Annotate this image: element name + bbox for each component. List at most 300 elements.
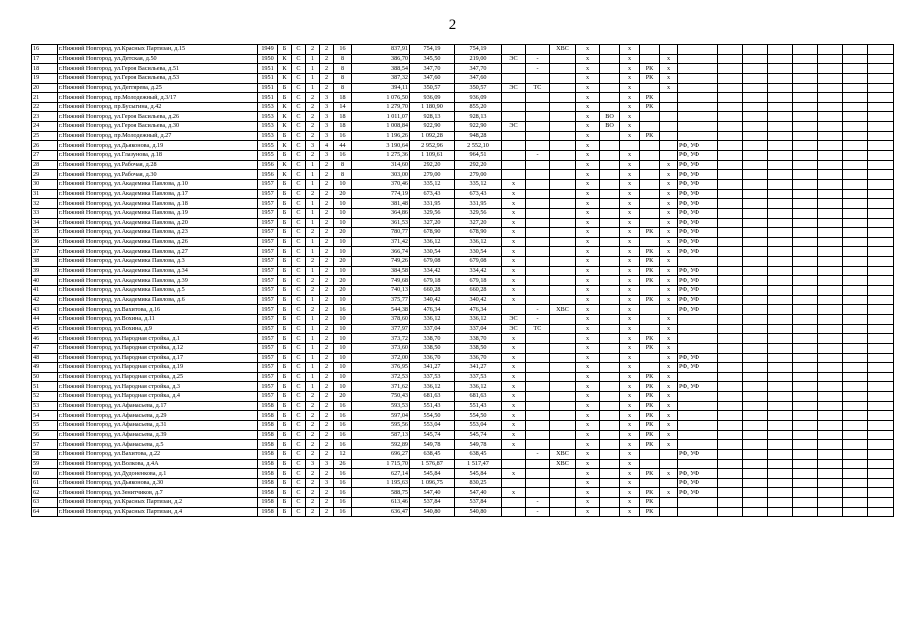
table-cell: 545,74 bbox=[410, 430, 455, 440]
table-cell: - bbox=[526, 151, 550, 161]
table-cell: К bbox=[278, 122, 292, 132]
empty-cell bbox=[793, 93, 818, 103]
table-cell bbox=[526, 102, 550, 112]
table-row bbox=[32, 266, 894, 276]
empty-cell bbox=[768, 45, 793, 55]
table-cell: 20 bbox=[334, 276, 352, 286]
empty-cell bbox=[818, 218, 843, 228]
table-cell: 537,84 bbox=[455, 498, 502, 508]
empty-cell bbox=[743, 151, 768, 161]
empty-cell bbox=[868, 102, 894, 112]
table-cell: 1951 bbox=[258, 64, 278, 74]
table-cell: 660,28 bbox=[410, 286, 455, 296]
table-cell bbox=[660, 112, 678, 122]
table-row bbox=[32, 286, 894, 296]
table-cell: Б bbox=[278, 151, 292, 161]
table-cell bbox=[526, 170, 550, 180]
table-cell: x bbox=[620, 488, 640, 498]
table-cell: г.Нижний Новгород, ул.Зенитчиков, д.7 bbox=[58, 488, 258, 498]
table-cell bbox=[550, 170, 576, 180]
table-cell: 1953 bbox=[258, 112, 278, 122]
table-cell: 855,20 bbox=[455, 102, 502, 112]
empty-cell bbox=[818, 343, 843, 353]
empty-cell bbox=[718, 286, 743, 296]
table-cell bbox=[550, 324, 576, 334]
table-cell: 1957 bbox=[258, 228, 278, 238]
table-cell: x bbox=[576, 469, 600, 479]
table-cell: 10 bbox=[334, 247, 352, 257]
empty-cell bbox=[793, 73, 818, 83]
table-row bbox=[32, 276, 894, 286]
table-cell: - bbox=[526, 314, 550, 324]
table-cell: 1958 bbox=[258, 469, 278, 479]
empty-cell bbox=[718, 54, 743, 64]
empty-cell bbox=[793, 392, 818, 402]
empty-cell bbox=[743, 295, 768, 305]
empty-cell bbox=[818, 151, 843, 161]
table-cell: 56 bbox=[32, 430, 58, 440]
table-cell bbox=[526, 286, 550, 296]
table-cell: РФ, УФ bbox=[678, 160, 718, 170]
table-row bbox=[32, 353, 894, 363]
table-cell: 338,70 bbox=[410, 334, 455, 344]
table-cell: x bbox=[576, 420, 600, 430]
table-cell: 1951 bbox=[258, 93, 278, 103]
table-cell: 681,63 bbox=[410, 392, 455, 402]
table-cell: 2 bbox=[320, 286, 334, 296]
table-cell: 2 bbox=[306, 478, 320, 488]
empty-cell bbox=[843, 469, 868, 479]
table-cell: 2 bbox=[306, 257, 320, 267]
table-cell: x bbox=[576, 382, 600, 392]
table-cell: x bbox=[620, 170, 640, 180]
table-cell: г.Нижний Новгород, ул.Героя Васильева, д.30 bbox=[58, 122, 258, 132]
table-cell bbox=[660, 102, 678, 112]
table-cell: 2 bbox=[306, 45, 320, 55]
table-cell bbox=[640, 83, 660, 93]
empty-cell bbox=[793, 314, 818, 324]
table-cell bbox=[640, 170, 660, 180]
empty-cell bbox=[818, 295, 843, 305]
table-cell: С bbox=[292, 459, 306, 469]
table-cell: г.Нижний Новгород, ул.Академика Павлова, д.20 bbox=[58, 218, 258, 228]
table-cell: 1957 bbox=[258, 334, 278, 344]
table-cell: 347,70 bbox=[410, 64, 455, 74]
table-cell: 336,70 bbox=[455, 353, 502, 363]
table-cell: x bbox=[620, 334, 640, 344]
table-cell: С bbox=[292, 478, 306, 488]
empty-cell bbox=[793, 507, 818, 517]
table-cell: Б bbox=[278, 314, 292, 324]
empty-cell bbox=[718, 459, 743, 469]
table-cell: г.Нижний Новгород, ул.Народная стройка, д.3 bbox=[58, 382, 258, 392]
table-cell: Б bbox=[278, 372, 292, 382]
table-cell: г.Нижний Новгород, ул.Детская, д.50 bbox=[58, 54, 258, 64]
table-cell bbox=[550, 488, 576, 498]
empty-cell bbox=[768, 411, 793, 421]
empty-cell bbox=[718, 131, 743, 141]
table-cell: x bbox=[660, 469, 678, 479]
empty-cell bbox=[768, 276, 793, 286]
table-cell: x bbox=[576, 112, 600, 122]
table-cell: 740,13 bbox=[352, 286, 410, 296]
table-cell bbox=[600, 237, 620, 247]
table-cell bbox=[660, 131, 678, 141]
table-cell: x bbox=[620, 469, 640, 479]
table-cell bbox=[660, 93, 678, 103]
table-cell: 375,77 bbox=[352, 295, 410, 305]
table-cell: x bbox=[620, 218, 640, 228]
table-cell: К bbox=[278, 170, 292, 180]
empty-cell bbox=[868, 420, 894, 430]
empty-cell bbox=[793, 179, 818, 189]
empty-cell bbox=[718, 469, 743, 479]
empty-cell bbox=[743, 247, 768, 257]
table-cell: x bbox=[660, 488, 678, 498]
table-cell bbox=[678, 54, 718, 64]
table-cell bbox=[550, 247, 576, 257]
table-cell bbox=[678, 430, 718, 440]
table-row bbox=[32, 507, 894, 517]
table-cell: РФ, УФ bbox=[678, 247, 718, 257]
table-cell: К bbox=[278, 112, 292, 122]
empty-cell bbox=[718, 449, 743, 459]
table-cell: РК bbox=[640, 131, 660, 141]
empty-cell bbox=[768, 305, 793, 315]
table-cell: 1957 bbox=[258, 286, 278, 296]
empty-cell bbox=[718, 93, 743, 103]
table-cell: 681,63 bbox=[455, 392, 502, 402]
empty-cell bbox=[743, 131, 768, 141]
table-cell bbox=[502, 459, 526, 469]
table-cell bbox=[550, 372, 576, 382]
table-cell: 2 bbox=[306, 401, 320, 411]
empty-cell bbox=[818, 247, 843, 257]
table-cell: С bbox=[292, 247, 306, 257]
table-cell: К bbox=[278, 160, 292, 170]
table-cell: 373,72 bbox=[352, 334, 410, 344]
table-cell: С bbox=[292, 507, 306, 517]
empty-cell bbox=[768, 507, 793, 517]
table-cell: x bbox=[576, 208, 600, 218]
empty-cell bbox=[718, 208, 743, 218]
empty-cell bbox=[768, 363, 793, 373]
empty-cell bbox=[768, 266, 793, 276]
table-cell: ХВС bbox=[550, 449, 576, 459]
table-cell: РФ, УФ bbox=[678, 218, 718, 228]
empty-cell bbox=[768, 237, 793, 247]
table-cell: x bbox=[620, 257, 640, 267]
table-cell bbox=[502, 170, 526, 180]
table-cell: 595,56 bbox=[352, 420, 410, 430]
table-cell: РФ, УФ bbox=[678, 478, 718, 488]
table-cell: x bbox=[620, 45, 640, 55]
table-cell bbox=[678, 498, 718, 508]
table-cell: 545,84 bbox=[410, 469, 455, 479]
table-cell: x bbox=[502, 401, 526, 411]
table-cell: 350,57 bbox=[410, 83, 455, 93]
empty-cell bbox=[868, 45, 894, 55]
table-cell: 25 bbox=[32, 131, 58, 141]
table-cell bbox=[640, 208, 660, 218]
table-cell: 347,70 bbox=[455, 64, 502, 74]
empty-cell bbox=[768, 334, 793, 344]
empty-cell bbox=[818, 83, 843, 93]
table-cell bbox=[526, 45, 550, 55]
table-cell: 1 bbox=[306, 247, 320, 257]
empty-cell bbox=[718, 420, 743, 430]
empty-cell bbox=[868, 498, 894, 508]
table-row bbox=[32, 247, 894, 257]
empty-cell bbox=[818, 228, 843, 238]
table-cell: 2 bbox=[320, 218, 334, 228]
table-row bbox=[32, 334, 894, 344]
empty-cell bbox=[768, 112, 793, 122]
table-cell: 10 bbox=[334, 237, 352, 247]
table-cell: x bbox=[620, 160, 640, 170]
table-cell: 1958 bbox=[258, 430, 278, 440]
table-cell: 2 bbox=[320, 45, 334, 55]
empty-cell bbox=[843, 449, 868, 459]
table-cell: 8 bbox=[334, 54, 352, 64]
table-cell: г.Нижний Новгород, ул.Академика Павлова, д.19 bbox=[58, 208, 258, 218]
empty-cell bbox=[768, 199, 793, 209]
table-cell: К bbox=[278, 73, 292, 83]
table-cell: 2 bbox=[306, 469, 320, 479]
table-cell: г.Нижний Новгород, ул.Афанасьева, д.5 bbox=[58, 440, 258, 450]
table-cell bbox=[600, 160, 620, 170]
table-cell: 1 bbox=[306, 199, 320, 209]
table-cell: x bbox=[576, 257, 600, 267]
table-cell: 551,43 bbox=[455, 401, 502, 411]
table-cell: Б bbox=[278, 449, 292, 459]
table-cell: 10 bbox=[334, 208, 352, 218]
table-cell: 1958 bbox=[258, 449, 278, 459]
table-cell: РФ, УФ bbox=[678, 179, 718, 189]
table-cell: x bbox=[660, 237, 678, 247]
table-cell: 1 bbox=[306, 324, 320, 334]
empty-cell bbox=[743, 64, 768, 74]
table-cell: 1 bbox=[306, 218, 320, 228]
table-cell: 338,50 bbox=[410, 343, 455, 353]
table-cell: С bbox=[292, 372, 306, 382]
table-cell: 384,58 bbox=[352, 266, 410, 276]
empty-cell bbox=[768, 228, 793, 238]
table-cell: РФ, УФ bbox=[678, 237, 718, 247]
empty-cell bbox=[743, 324, 768, 334]
table-cell bbox=[640, 353, 660, 363]
table-cell: ЭС bbox=[502, 324, 526, 334]
empty-cell bbox=[818, 324, 843, 334]
table-cell: РФ, УФ bbox=[678, 449, 718, 459]
empty-cell bbox=[743, 401, 768, 411]
table-cell: 8 bbox=[334, 83, 352, 93]
table-cell: x bbox=[660, 430, 678, 440]
table-cell: 16 bbox=[334, 498, 352, 508]
empty-cell bbox=[718, 64, 743, 74]
table-cell: 3 bbox=[320, 122, 334, 132]
table-cell: x bbox=[620, 276, 640, 286]
table-cell: 35 bbox=[32, 228, 58, 238]
table-cell: x bbox=[660, 411, 678, 421]
table-cell bbox=[640, 45, 660, 55]
table-cell: 12 bbox=[334, 449, 352, 459]
table-cell: Б bbox=[278, 382, 292, 392]
table-cell: x bbox=[660, 334, 678, 344]
table-cell bbox=[526, 179, 550, 189]
table-cell bbox=[600, 247, 620, 257]
empty-cell bbox=[743, 160, 768, 170]
table-cell: РФ, УФ bbox=[678, 363, 718, 373]
table-cell: x bbox=[502, 237, 526, 247]
table-cell: 1957 bbox=[258, 324, 278, 334]
empty-cell bbox=[818, 179, 843, 189]
table-cell: 2 bbox=[320, 257, 334, 267]
table-cell: С bbox=[292, 64, 306, 74]
table-cell: 1 bbox=[306, 314, 320, 324]
table-row bbox=[32, 83, 894, 93]
table-cell: 1 bbox=[306, 170, 320, 180]
empty-cell bbox=[868, 507, 894, 517]
table-row bbox=[32, 305, 894, 315]
table-cell: x bbox=[576, 488, 600, 498]
empty-cell bbox=[718, 266, 743, 276]
table-cell: г.Нижний Новгород, ул.Афанасьева, д.17 bbox=[58, 401, 258, 411]
table-cell bbox=[600, 324, 620, 334]
table-cell: x bbox=[576, 237, 600, 247]
table-cell: 3 190,64 bbox=[352, 141, 410, 151]
table-cell: 337,53 bbox=[410, 372, 455, 382]
table-cell: 1 195,63 bbox=[352, 478, 410, 488]
table-cell bbox=[550, 276, 576, 286]
table-cell: РФ, УФ bbox=[678, 141, 718, 151]
table-cell: 20 bbox=[334, 286, 352, 296]
empty-cell bbox=[718, 179, 743, 189]
table-cell: x bbox=[576, 122, 600, 132]
table-cell bbox=[640, 314, 660, 324]
empty-cell bbox=[818, 160, 843, 170]
table-cell bbox=[640, 141, 660, 151]
table-cell bbox=[678, 401, 718, 411]
table-cell: 338,50 bbox=[455, 343, 502, 353]
table-row bbox=[32, 401, 894, 411]
empty-cell bbox=[793, 170, 818, 180]
table-cell: 547,40 bbox=[455, 488, 502, 498]
table-cell: 335,12 bbox=[410, 179, 455, 189]
table-cell: 587,13 bbox=[352, 430, 410, 440]
table-cell: 14 bbox=[334, 102, 352, 112]
table-cell: 24 bbox=[32, 122, 58, 132]
table-cell: 2 bbox=[320, 469, 334, 479]
table-cell: 2 bbox=[320, 372, 334, 382]
table-cell: 1957 bbox=[258, 266, 278, 276]
empty-cell bbox=[843, 363, 868, 373]
table-cell: 10 bbox=[334, 324, 352, 334]
table-cell bbox=[550, 266, 576, 276]
table-cell: РФ, УФ bbox=[678, 488, 718, 498]
empty-cell bbox=[793, 363, 818, 373]
table-cell: 636,47 bbox=[352, 507, 410, 517]
table-cell: - bbox=[526, 54, 550, 64]
table-cell: С bbox=[292, 295, 306, 305]
empty-cell bbox=[868, 459, 894, 469]
table-cell: Б bbox=[278, 507, 292, 517]
table-cell: 2 bbox=[320, 189, 334, 199]
empty-cell bbox=[868, 276, 894, 286]
table-cell: 679,18 bbox=[410, 276, 455, 286]
table-cell: г.Нижний Новгород, ул.Народная стройка, д.17 bbox=[58, 353, 258, 363]
table-cell bbox=[526, 112, 550, 122]
table-cell: 1 bbox=[306, 208, 320, 218]
empty-cell bbox=[743, 469, 768, 479]
table-cell: г.Нижний Новгород, ул.Красных Партизан, д.4 bbox=[58, 507, 258, 517]
table-cell bbox=[526, 363, 550, 373]
table-cell: 336,12 bbox=[410, 237, 455, 247]
empty-cell bbox=[843, 276, 868, 286]
table-cell: РК bbox=[640, 507, 660, 517]
table-cell bbox=[640, 218, 660, 228]
table-cell: 2 bbox=[306, 498, 320, 508]
table-cell bbox=[640, 478, 660, 488]
empty-cell bbox=[718, 382, 743, 392]
table-row bbox=[32, 122, 894, 132]
table-cell: - bbox=[526, 498, 550, 508]
table-cell: РФ, УФ bbox=[678, 276, 718, 286]
table-cell: x bbox=[576, 218, 600, 228]
empty-cell bbox=[818, 54, 843, 64]
table-cell: РФ, УФ bbox=[678, 286, 718, 296]
empty-cell bbox=[743, 507, 768, 517]
table-cell: 58 bbox=[32, 449, 58, 459]
empty-cell bbox=[818, 102, 843, 112]
table-cell: 1957 bbox=[258, 314, 278, 324]
table-cell: 1 076,50 bbox=[352, 93, 410, 103]
table-cell: 537,84 bbox=[410, 498, 455, 508]
table-cell: С bbox=[292, 343, 306, 353]
empty-cell bbox=[868, 73, 894, 83]
table-cell: г.Нижний Новгород, ул.Народная стройка, д.1 bbox=[58, 334, 258, 344]
table-cell: 387,32 bbox=[352, 73, 410, 83]
table-cell: 337,04 bbox=[410, 324, 455, 334]
empty-cell bbox=[768, 401, 793, 411]
table-cell: 1 bbox=[306, 266, 320, 276]
table-cell bbox=[660, 478, 678, 488]
table-cell: 1 715,70 bbox=[352, 459, 410, 469]
table-cell: С bbox=[292, 160, 306, 170]
table-cell: К bbox=[278, 141, 292, 151]
table-cell: x bbox=[502, 440, 526, 450]
table-cell: С bbox=[292, 131, 306, 141]
table-cell bbox=[526, 73, 550, 83]
table-cell bbox=[678, 334, 718, 344]
table-cell: ТС bbox=[526, 83, 550, 93]
table-cell bbox=[600, 363, 620, 373]
table-cell: 2 bbox=[320, 295, 334, 305]
table-cell: Б bbox=[278, 411, 292, 421]
empty-cell bbox=[743, 208, 768, 218]
table-cell: 678,90 bbox=[455, 228, 502, 238]
table-cell: 1 517,47 bbox=[455, 459, 502, 469]
empty-cell bbox=[743, 363, 768, 373]
table-cell: 370,46 bbox=[352, 179, 410, 189]
table-cell: x bbox=[576, 392, 600, 402]
empty-cell bbox=[843, 295, 868, 305]
table-cell: 554,50 bbox=[455, 411, 502, 421]
empty-cell bbox=[743, 112, 768, 122]
table-cell: 48 bbox=[32, 353, 58, 363]
table-cell: 34 bbox=[32, 218, 58, 228]
table-cell: 660,28 bbox=[455, 286, 502, 296]
